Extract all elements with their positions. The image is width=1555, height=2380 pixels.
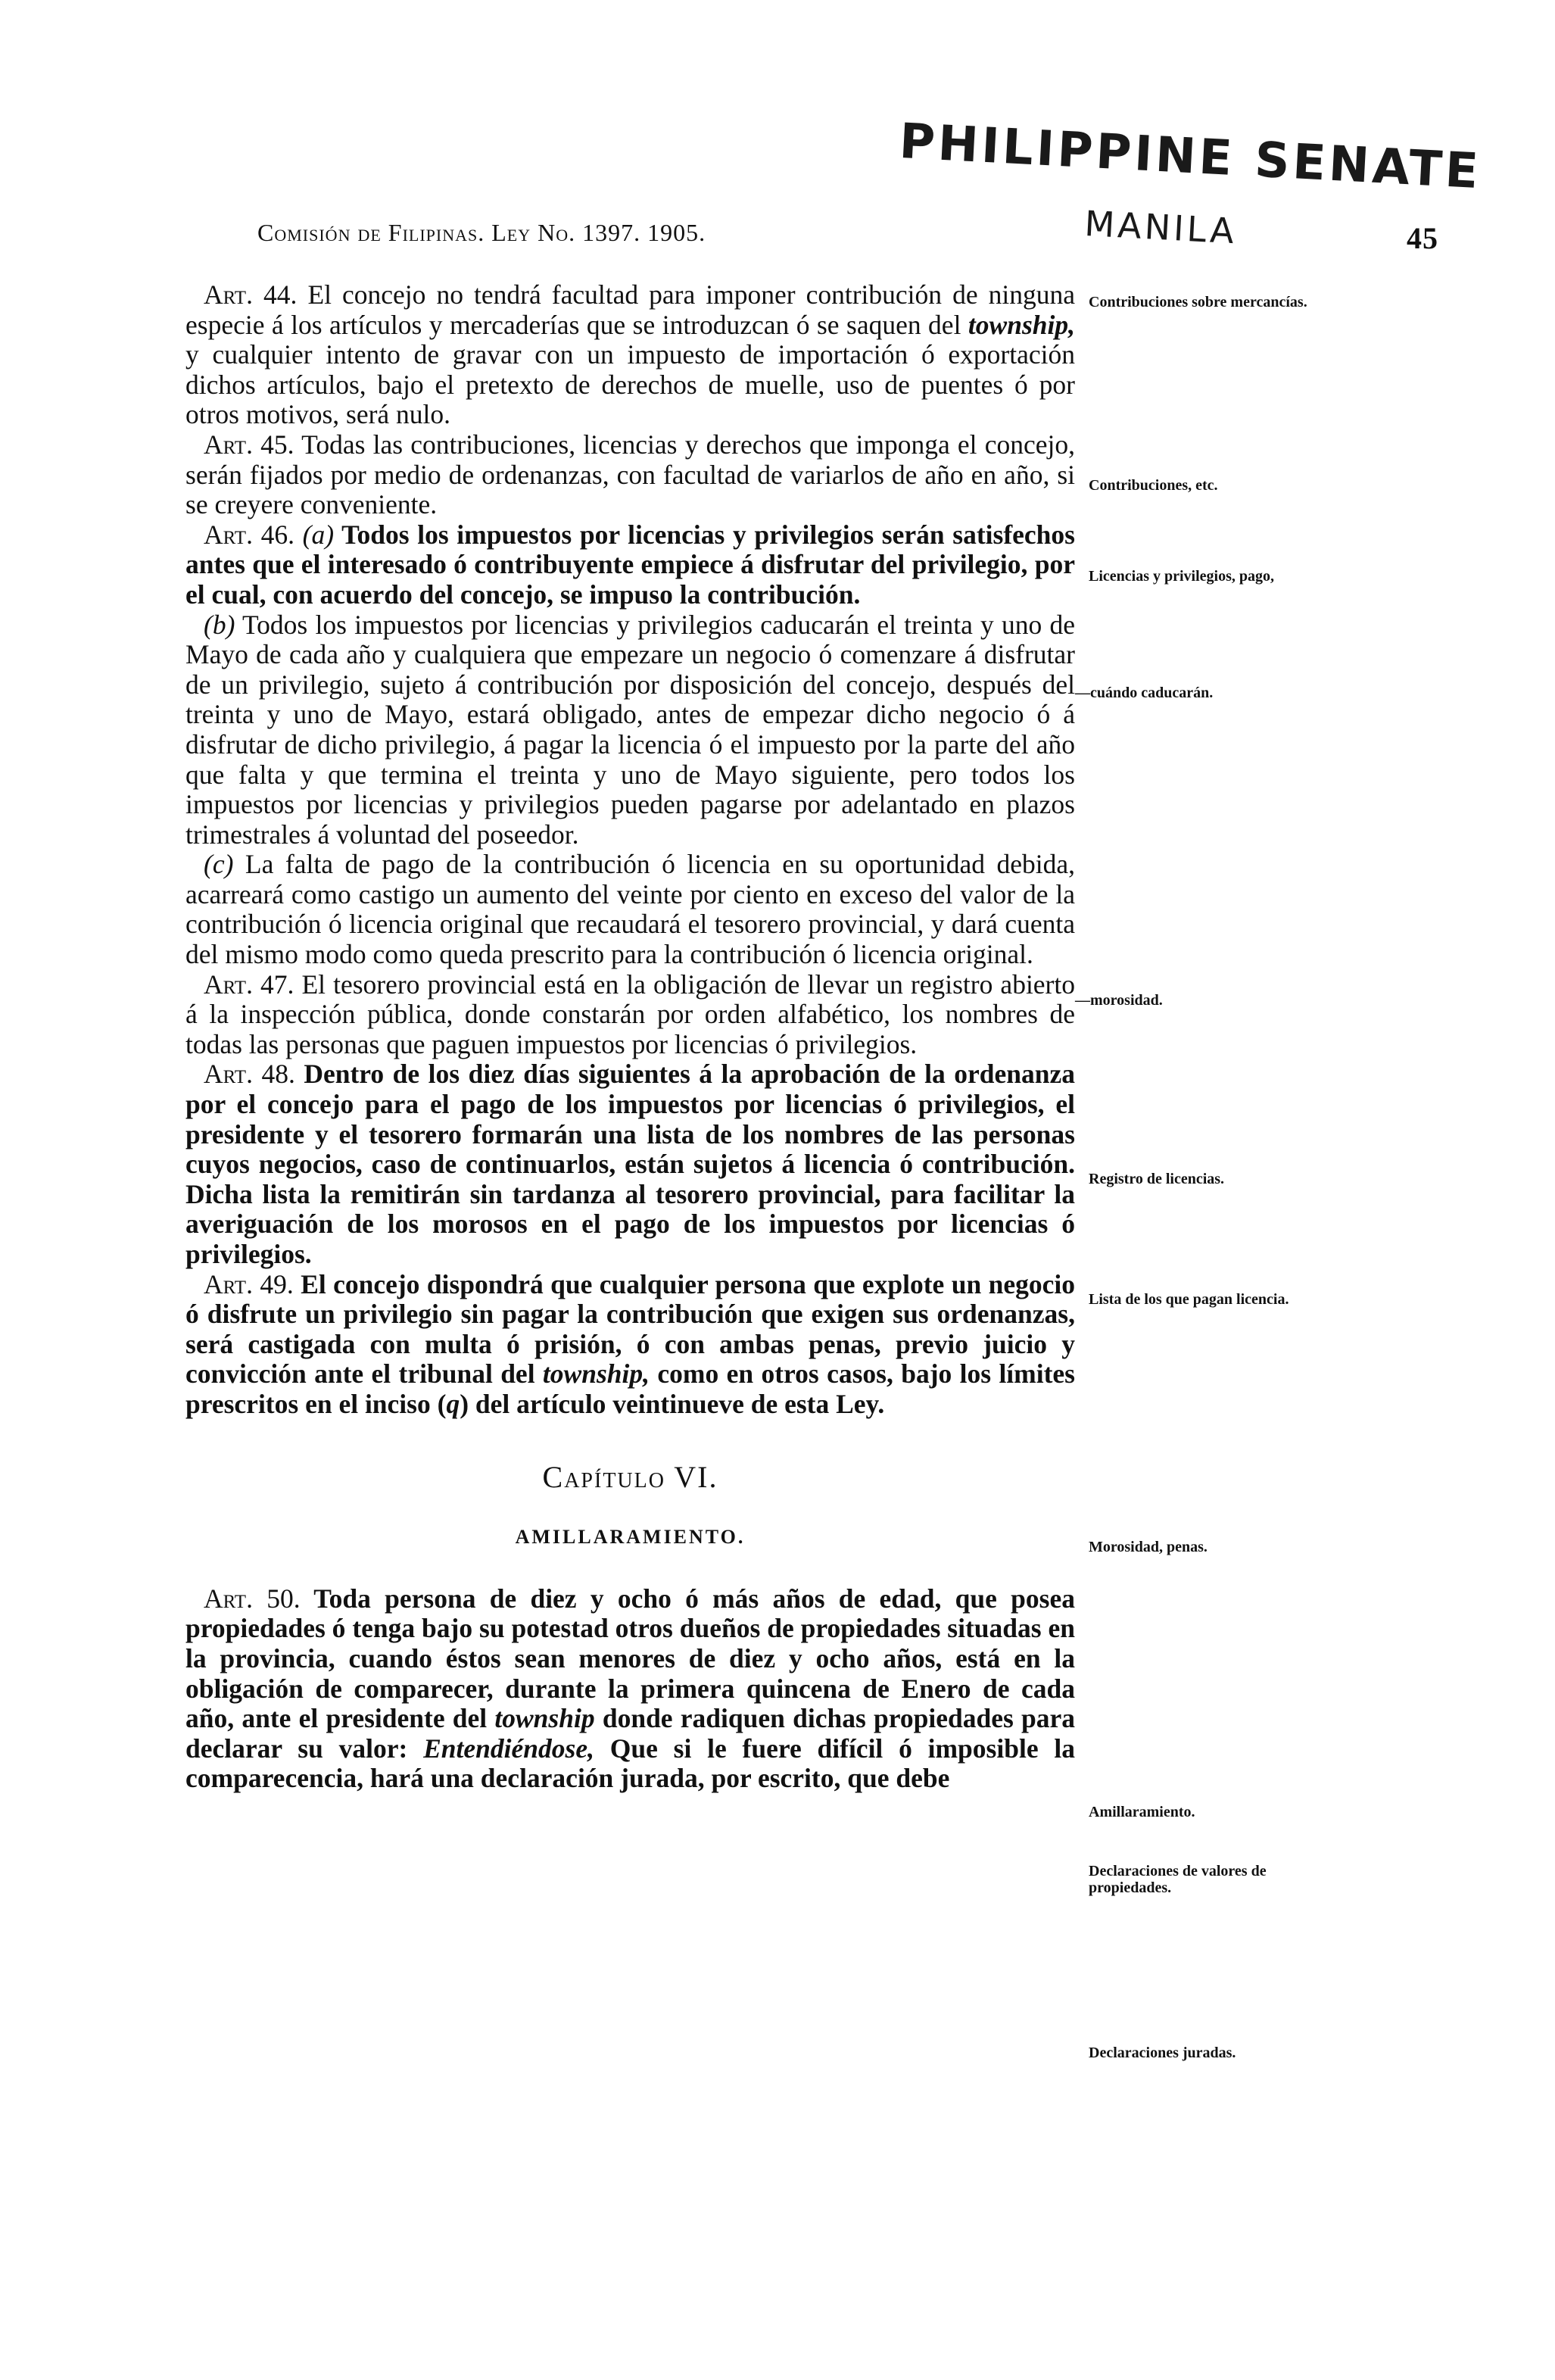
margin-note-declaraciones-valores: Declaraciones de valores de propiedades. <box>1089 1863 1267 1896</box>
article-46c <box>185 850 1075 969</box>
article-46b <box>185 610 1075 850</box>
article-text: El concejo dispondrá que cualquier persona que explote un negocio ó disfrute un privilegio sin pagar la contribución que exigen sus ordenanzas, será castigada con multa ó prisión, ó con ambas penas, previo juicio y convicción ante el tribunal del <box>185 1268 1075 1390</box>
article-50 <box>185 1584 1075 1794</box>
article-text: donde radiquen dichas propiedades para declarar su valor: <box>185 1703 1075 1764</box>
italic-term: township, <box>542 1358 650 1390</box>
article-text: Toda persona de diez y ocho ó más años de edad, que posea propiedades ó tenga bajo su potestad otros dueños de propiedades situadas en la provincia, cuando éstos sean menores de diez y ocho años, está en la obligación de comparecer, durante la primera quincena de Enero de cada año, ante el presidente del <box>185 1583 1075 1734</box>
article-text: Dentro de los diez días siguientes á la aprobación de la ordenanza por el concejo para el pago de los impuestos por licencias ó privilegios, el presidente y el tesorero formarán una lista de los nombres de las personas cuyos negocios, caso de continuarlos, están sujetos á licencia ó contribución. Dicha lista la remitirán sin tardanza al tesorero provincial, para facilitar la averiguación de los morosos en el pago de los impuestos por licencias ó privilegios. <box>185 1059 1075 1269</box>
article-text: El concejo no tendrá facultad para imponer contribución de ninguna especie á los artículos y mercaderías que se introduzcan ó se saquen del <box>185 279 1075 340</box>
clause-letter: (b) <box>204 609 235 640</box>
article-45 <box>185 430 1075 520</box>
margin-note-caducaran: —cuándo caducarán. <box>1075 685 1214 701</box>
italic-term: township <box>494 1703 595 1734</box>
article-label: Art. 46. <box>204 519 294 550</box>
article-text: ) del artículo veintinueve de esta Ley. <box>460 1388 885 1419</box>
article-label: Art. 49. <box>204 1268 294 1299</box>
article-text: como en otros casos, bajo los límites prescritos en el inciso ( <box>185 1358 1075 1419</box>
section-heading: AMILLARAMIENTO. <box>515 1526 746 1549</box>
article-label: Art. 48. <box>204 1059 295 1090</box>
article-label: Art. 45. <box>204 429 294 460</box>
margin-note-amillaramiento: Amillaramiento. <box>1089 1804 1195 1820</box>
clause-letter: q <box>446 1388 460 1419</box>
article-label: Art. 50. <box>204 1583 301 1614</box>
stamp-line-2: MANILA <box>1083 202 1239 252</box>
margin-note-contribuciones: Contribuciones, etc. <box>1089 477 1218 494</box>
article-48 <box>185 1059 1075 1269</box>
article-text: La falta de pago de la contribución ó licencia en su oportunidad debida, acarreará como castigo un aumento del veinte por ciento en exceso del valor de la contribución ó licencia original que recaudará el tesorero provincial, y dará cuenta del mismo modo como queda prescrito para la contribución ó licencia original. <box>185 849 1075 970</box>
margin-note-registro: Registro de licencias. <box>1089 1171 1225 1187</box>
article-label: Art. 47. <box>204 969 294 1000</box>
italic-term: township, <box>968 309 1075 340</box>
page-body <box>185 280 1075 1794</box>
article-44 <box>185 280 1075 430</box>
running-head: Comisión de Filipinas. Ley No. 1397. 1905. <box>257 219 706 246</box>
margin-note-declaraciones-juradas: Declaraciones juradas. <box>1089 2045 1236 2061</box>
margin-note-morosidad-penas: Morosidad, penas. <box>1089 1539 1208 1555</box>
stamp-line-1: PHILIPPINE SENATE <box>898 114 1483 201</box>
article-47 <box>185 970 1075 1060</box>
chapter-heading <box>185 1459 1075 1494</box>
clause-letter: (c) <box>204 849 234 880</box>
article-text: El tesorero provincial está en la obligación de llevar un registro abierto á la inspección pública, donde constarán por orden alfabético, los nombres de todas las personas que paguen impuestos por licencias ó privilegios. <box>185 969 1075 1059</box>
margin-note-contribuciones-mercancias: Contribuciones sobre mercancías. <box>1089 294 1307 310</box>
italic-term: Entendiéndose, <box>423 1733 594 1764</box>
article-49 <box>185 1270 1075 1420</box>
chapter-text: Capítulo VI. <box>542 1459 718 1494</box>
margin-note-licencias: Licencias y privilegios, pago, <box>1089 568 1274 585</box>
clause-letter: (a) <box>294 519 335 550</box>
margin-note-lista: Lista de los que pagan licencia. <box>1089 1291 1289 1308</box>
article-text: Que si le fuere difícil ó imposible la comparecencia, hará una declaración jurada, por escrito, que debe <box>185 1733 1075 1794</box>
article-text: Todas las contribuciones, licencias y derechos que imponga el concejo, serán fijados por medio de ordenanzas, con facultad de variarlos de año en año, si se creyere conveniente. <box>185 429 1075 520</box>
article-46a <box>185 520 1075 610</box>
page-number: 45 <box>1407 221 1438 255</box>
page-header <box>257 214 1438 260</box>
margin-note-morosidad: —morosidad. <box>1075 992 1163 1009</box>
article-text: Todos los impuestos por licencias y privilegios caducarán el treinta y uno de Mayo de cada año y cualquiera que empezare un negocio ó comenzare á disfrutar de un privilegio, sujeto á contribución por disposición del concejo, después del treinta y uno de Mayo, estará obligado, antes de empezar dicho negocio ó á disfrutar de dicho privilegio, á pagar la licencia ó el impuesto por la parte del año que falta y que termina el treinta y uno de Mayo siguiente, pero todos los impuestos por licencias y privilegios pueden pagarse por adelantado en plazos trimestrales á voluntad del poseedor. <box>185 609 1075 850</box>
article-text: Todos los impuestos por licencias y privilegios serán satisfechos antes que el interesado ó contribuyente empiece á disfrutar del privilegio, por el cual, con acuerdo del concejo, se impuso la contribución. <box>185 519 1075 610</box>
article-label: Art. 44. <box>204 279 298 310</box>
article-text: y cualquier intento de gravar con un impuesto de importación ó exportación dichos artículos, bajo el pretexto de derechos de muelle, uso de puentes ó por otros motivos, será nulo. <box>185 339 1075 430</box>
